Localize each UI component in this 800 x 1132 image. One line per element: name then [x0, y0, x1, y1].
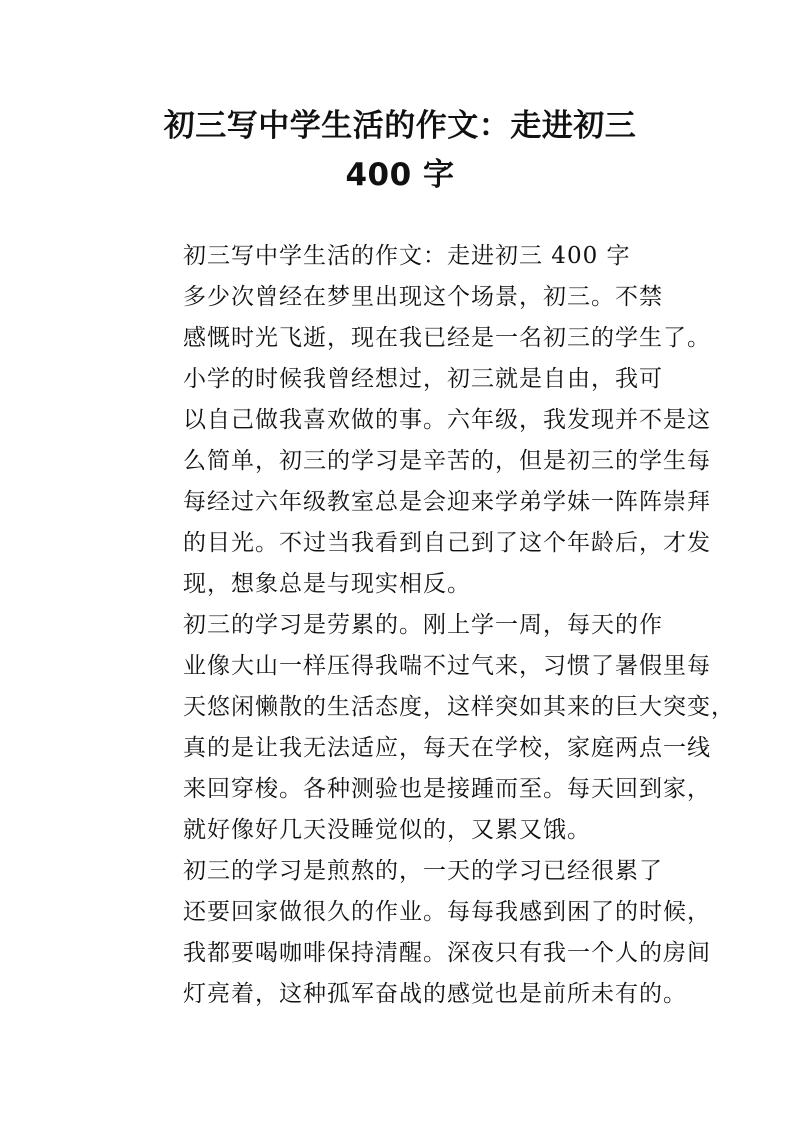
text-line: 小学的时候我曾经想过，初三就是自由，我可: [183, 366, 663, 392]
text-line: 初三写中学生活的作文：走进初三 400 字: [183, 243, 631, 269]
document-body: [137, 236, 735, 1015]
text-line: 多少次曾经在梦里出现这个场景，初三。不禁: [183, 284, 663, 310]
title-line-1: 初三写中学生活的作文：走进初三: [163, 108, 637, 144]
text-line: 就好像好几天没睡觉似的，又累又饿。: [183, 817, 591, 843]
text-line: 真的是让我无法适应，每天在学校，家庭两点一线: [183, 735, 711, 761]
text-line: 现，想象总是与现实相反。: [183, 571, 471, 597]
paragraph-2: [137, 359, 711, 605]
title-line-2: 400 字: [345, 157, 455, 193]
paragraph-3: [137, 605, 735, 851]
paragraph-intro-heading: [137, 236, 677, 277]
text-line: 我都要喝咖啡保持清醒。深夜只有我一个人的房间: [183, 940, 711, 966]
text-line: 初三的学习是煎熬的，一天的学习已经很累了: [183, 858, 663, 884]
text-line: 还要回家做很久的作业。每每我感到困了的时候，: [183, 899, 711, 925]
text-line: 初三的学习是劳累的。刚上学一周，每天的作: [183, 612, 663, 638]
text-line: 每经过六年级教室总是会迎来学弟学妹一阵阵崇拜: [183, 489, 711, 515]
text-line: 感慨时光飞逝，现在我已经是一名初三的学生了。: [183, 325, 711, 351]
text-line: 来回穿梭。各种测验也是接踵而至。每天回到家，: [183, 776, 711, 802]
text-line: 的目光。不过当我看到自己到了这个年龄后，才发: [183, 530, 711, 556]
text-line: 业像大山一样压得我喘不过气来，习惯了暑假里每: [183, 653, 711, 679]
paragraph-1: [137, 277, 711, 359]
text-line: 灯亮着，这种孤军奋战的感觉也是前所未有的。: [183, 981, 687, 1007]
document-title: [120, 102, 680, 200]
text-line: 天悠闲懒散的生活态度，这样突如其来的巨大突变，: [183, 694, 735, 720]
text-line: 以自己做我喜欢做的事。六年级，我发现并不是这: [183, 407, 711, 433]
text-line: 么简单，初三的学习是辛苦的，但是初三的学生每: [183, 448, 711, 474]
paragraph-4: [137, 851, 711, 1015]
